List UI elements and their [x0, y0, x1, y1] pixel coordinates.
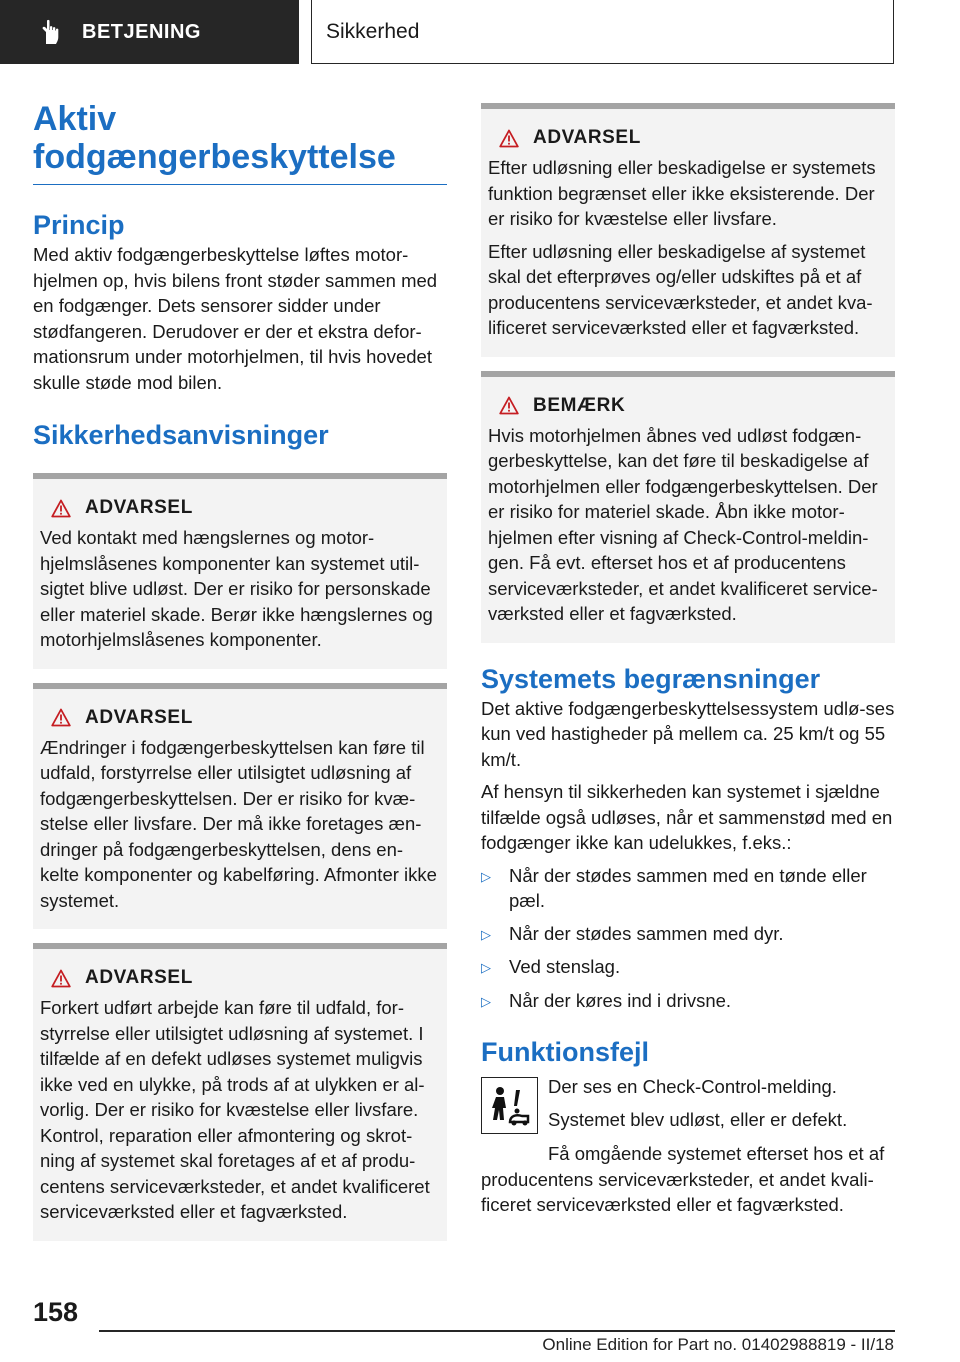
fault-text-3: Få omgående systemet efterset hos et af producentens serviceværksteder, et andet kvali-ficeret serviceværksted eller et fagværksted.	[481, 1143, 885, 1215]
warning-text: Ændringer i fodgængerbeskyttelsen kan føre til udfald, forstyrrelse eller utilsigtet udløsning af fodgængerbeskyttelsen. Der er risiko for kvæ-stelse eller livsfare. Der må ikke foretages æn-dringer på fodgængerbeskyttelsen, dens en-kelte komponenter og kabelføring. Afmonter ikke systemet.	[40, 736, 437, 911]
fault-text-2: Systemet blev udløst, eller er defekt.	[548, 1108, 848, 1130]
page-title-line1: Aktiv	[33, 100, 117, 138]
page-title	[33, 100, 447, 185]
warning-text-1: Efter udløsning eller beskadigelse er systemets funktion begrænset eller ikke eksisterende. Der er risiko for kvæstelse eller livsfare.	[488, 157, 876, 229]
warning-triangle-icon	[499, 396, 519, 415]
fault-heading: Funktionsfejl	[481, 1037, 649, 1067]
warning-label: ADVARSEL	[85, 967, 193, 988]
edition-info: Online Edition for Part no. 01402988819 - II/18	[542, 1335, 894, 1354]
principle-text: Med aktiv fodgængerbeskyttelse løftes motor-hjelmen op, hvis bilens front støder sammen med en fodgænger. Dets sensorer sidder under stødfangeren. Derudover er der et ekstra defor-mationsrum under motorhjelmen, til hvis hovedet skulle støde mod bilen.	[33, 244, 438, 393]
warning-label: ADVARSEL	[533, 127, 641, 148]
list-item-text: Ved stenslag.	[509, 956, 621, 977]
warning-box-1	[33, 473, 447, 669]
list-item	[481, 863, 895, 914]
warning-triangle-icon	[51, 969, 71, 988]
list-item-text: Når der stødes sammen med en tønde eller pæl.	[509, 864, 867, 911]
list-item	[481, 954, 895, 981]
note-label: BEMÆRK	[533, 394, 626, 416]
fault-text-1: Der ses en Check-Control-melding.	[548, 1076, 837, 1097]
list-item	[481, 921, 895, 948]
chapter-title: BETJENING	[82, 20, 201, 43]
chapter-tab	[0, 0, 299, 64]
bullet-triangle-icon: ▷	[481, 868, 491, 884]
section-title: Sikkerhed	[311, 0, 894, 64]
limits-list	[481, 863, 895, 1015]
page-number: 158	[33, 1297, 79, 1327]
note-box	[481, 371, 895, 643]
note-text: Hvis motorhjelmen åbnes ved udløst fodgæn-gerbeskyttelse, kan det føre til beskadigelse af motorhjelmen eller fodgængerbeskyttelsen. Der er risiko for materiel skade. Åbn ikke motor-hjelmen efter visning af Check-Control-meldin-gen. Få evt. efterset hos et af producentens serviceværksteder, et andet kvalificeret service-værksted eller et fagværksted.	[488, 424, 878, 624]
warning-triangle-icon	[499, 129, 519, 148]
warning-box-2	[33, 683, 447, 930]
limits-text-2: Af hensyn til sikkerheden kan systemet i sjældne tilfælde også udløses, når et sammenstød med en fodgænger ikke kan udelukkes, f.eks.:	[481, 781, 893, 853]
bullet-triangle-icon: ▷	[481, 993, 491, 1009]
list-item-text: Når der stødes sammen med dyr.	[509, 922, 784, 944]
right-column	[481, 103, 895, 1218]
left-column	[33, 100, 447, 1241]
footer-divider	[99, 1330, 895, 1332]
warning-label: ADVARSEL	[85, 497, 193, 518]
list-item-text: Når der køres ind i drivsne.	[509, 989, 732, 1011]
safety-heading: Sikkerhedsanvisninger	[33, 420, 329, 450]
warning-box-4	[481, 103, 895, 357]
limits-heading: Systemets begrænsninger	[481, 663, 821, 694]
warning-text: Ved kontakt med hængslernes og motor-hjelmslåsenes komponenter kan systemet util-sigtet blive udløst. Der er risiko for personskade eller materiel skade. Berør ikke hængslernes og motorhjelmslåsenes komponenter.	[40, 527, 433, 650]
hand-icon	[38, 18, 66, 46]
warning-text: Forkert udført arbejde kan føre til udfald, for-styrrelse eller utilsigtet udløsning af systemet. I tilfælde af en defekt udløses systemet muligvis ikke ved en ulykke, på trods af at ulykken er al-vorlig. Der er risiko for kvæstelse eller livsfare. Kontrol, reparation eller afmontering og skrot-ning af systemet skal foretages af et af produ-centens serviceværksteder, et andet kvalificeret serviceværksted eller et fagværksted.	[40, 997, 430, 1222]
warning-triangle-icon	[51, 499, 71, 518]
warning-text-2: Efter udløsning eller beskadigelse af systemet skal det efterprøves og/eller udskiftes på et af producentens serviceværksteder, et andet kva-lificeret serviceværksted eller et fagværksted.	[488, 240, 873, 338]
warning-triangle-icon	[51, 708, 71, 727]
limits-text-1: Det aktive fodgængerbeskyttelsessystem udlø-ses kun ved hastigheder på mellem ca. 25 km/t og 55 km/t.	[481, 697, 895, 770]
bullet-triangle-icon: ▷	[481, 960, 491, 975]
fault-section	[481, 1074, 895, 1134]
bullet-triangle-icon: ▷	[481, 926, 491, 942]
warning-box-3	[33, 943, 447, 1241]
warning-label: ADVARSEL	[85, 706, 193, 728]
principle-heading: Princip	[33, 210, 125, 240]
page-title-line2: fodgængerbeskyttelse	[33, 138, 396, 176]
pedestrian-protection-icon	[481, 1077, 538, 1134]
list-item	[481, 988, 895, 1015]
